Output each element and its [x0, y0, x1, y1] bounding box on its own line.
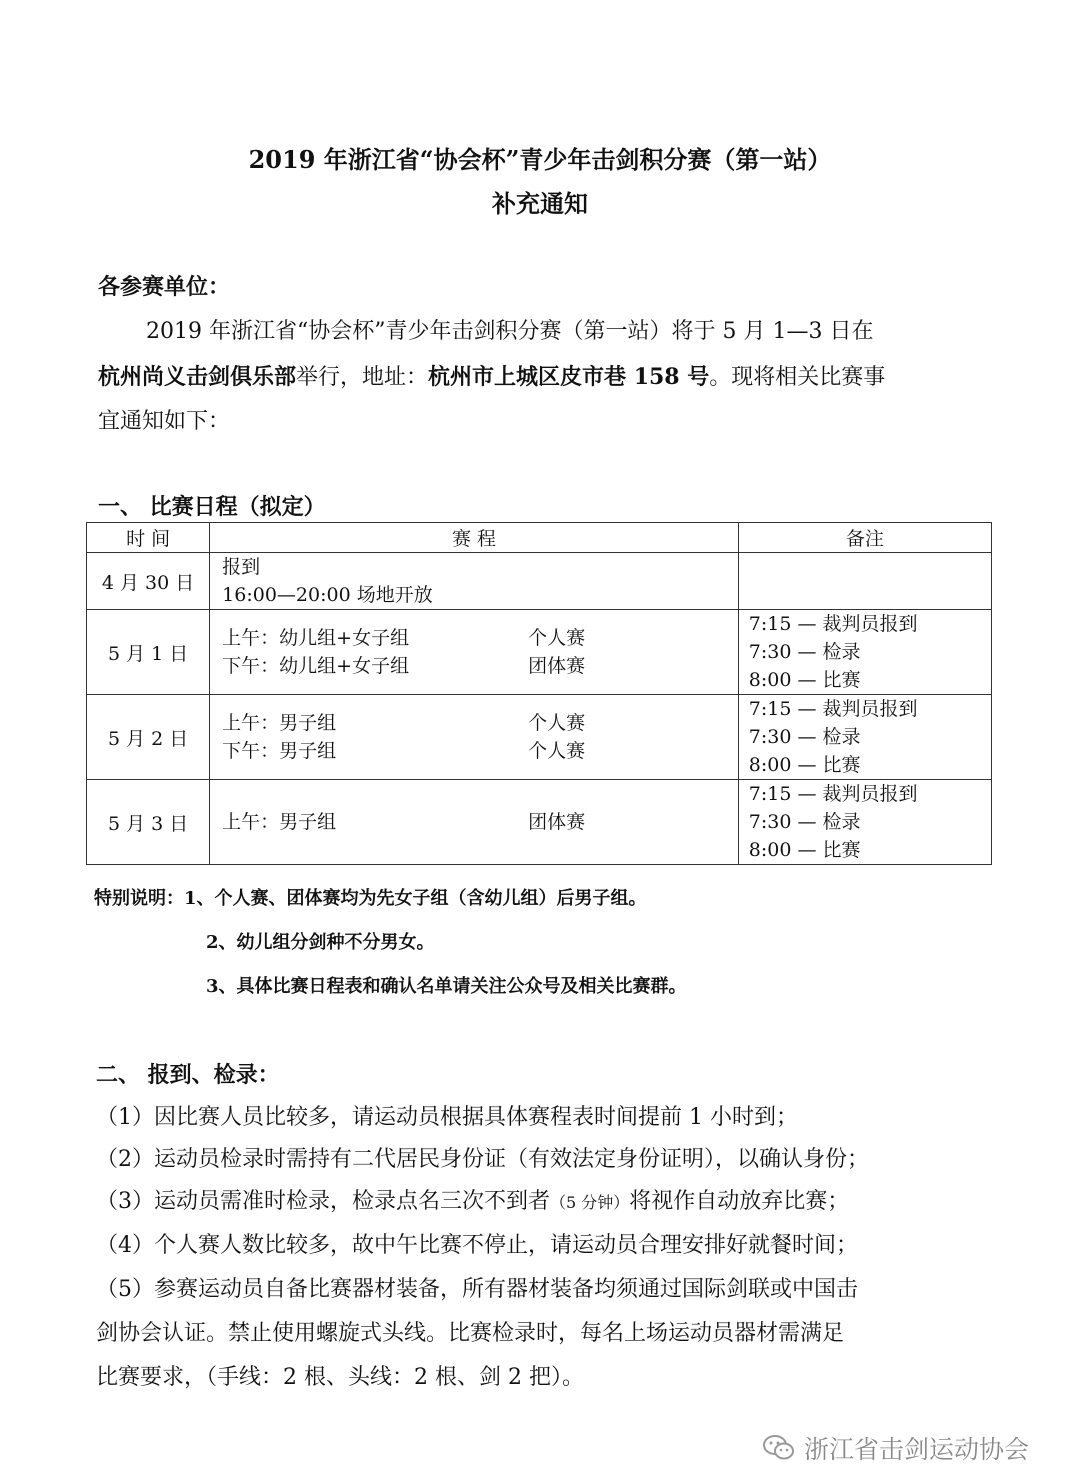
checkin-text: 将视作自动放弃比赛；	[629, 1189, 850, 1214]
session-type: 个人赛	[528, 627, 586, 649]
note-line: 8:00 — 比赛	[748, 754, 861, 776]
note-line: 7:15 — 裁判员报到	[748, 698, 918, 720]
checkin-item-cont: 比赛要求，（手线：2 根、头线：2 根、剑 2 把）。	[96, 1365, 584, 1390]
section1-heading: 一、 比赛日程（拟定）	[98, 494, 326, 520]
schedule-line	[222, 624, 738, 652]
row-date: 5 月 3 日	[87, 780, 210, 865]
row-notes	[738, 610, 991, 695]
session-type: 个人赛	[528, 712, 586, 734]
schedule-line	[222, 808, 738, 836]
row-schedule	[210, 610, 739, 695]
section2-heading: 二、 报到、检录：	[96, 1062, 280, 1088]
table-header-row	[87, 523, 992, 553]
table-row	[87, 610, 992, 695]
note-line: 8:00 — 比赛	[748, 839, 861, 861]
note-line: 7:30 — 检录	[748, 726, 861, 748]
session-group: 上午：男子组	[222, 712, 337, 734]
checkin-item-cont: 剑协会认证。禁止使用螺旋式头线。比赛检录时，每名上场运动员器材需满足	[96, 1321, 845, 1346]
intro-line-2	[98, 360, 885, 391]
note-line: 7:15 — 裁判员报到	[748, 783, 918, 805]
row-date: 4 月 30 日	[87, 553, 210, 610]
salutation: 各参赛单位：	[98, 274, 231, 300]
special-note-item: 2、幼儿组分剑种不分男女。	[206, 932, 435, 953]
row-schedule	[210, 780, 739, 865]
intro-text: 2019 年浙江省“协会杯”青少年击剑积分赛（第一站）将于 5 月 1—3 日在	[146, 319, 874, 344]
header-schedule: 赛 程	[210, 523, 739, 553]
checkin-item: （4）个人赛人数比较多，故中午比赛不停止，请运动员合理安排好就餐时间；	[96, 1233, 858, 1258]
checkin-item: （5）参赛运动员自备比赛器材装备，所有器材装备均须通过国际剑联或中国击	[96, 1277, 858, 1302]
row-notes	[738, 695, 991, 780]
venue-name: 杭州尚义击剑俱乐部	[98, 364, 297, 390]
checkin-item: （1）因比赛人员比较多，请运动员根据具体赛程表时间提前 1 小时到；	[96, 1105, 798, 1130]
session-group: 下午：男子组	[222, 740, 337, 762]
venue-address: 杭州市上城区皮市巷 158 号	[428, 364, 710, 390]
row-schedule	[210, 695, 739, 780]
note-line: 7:30 — 检录	[748, 811, 861, 833]
intro-line-1	[146, 314, 873, 345]
note-line: 7:30 — 检录	[748, 641, 861, 663]
schedule-table	[86, 522, 992, 865]
intro-line-3: 宜通知如下：	[98, 409, 231, 434]
checkin-item	[96, 1184, 849, 1215]
session-group: 上午：幼儿组+女子组	[222, 627, 410, 649]
intro-text: 举行，地址：	[296, 365, 429, 390]
row-notes	[738, 553, 991, 610]
note-line: 7:15 — 裁判员报到	[748, 613, 918, 635]
schedule-line: 16:00—20:00 场地开放	[222, 584, 433, 606]
table-row	[87, 780, 992, 865]
watermark-text: 浙江省击剑运动协会	[804, 1435, 1030, 1464]
row-schedule	[210, 553, 739, 610]
wechat-icon	[762, 1433, 796, 1463]
row-notes	[738, 780, 991, 865]
session-type: 团体赛	[528, 811, 586, 833]
header-time: 时 间	[87, 523, 210, 553]
table-row	[87, 695, 992, 780]
session-group: 下午：幼儿组+女子组	[222, 655, 410, 677]
table-row	[87, 553, 992, 610]
watermark	[762, 1430, 1029, 1466]
session-type: 个人赛	[528, 740, 586, 762]
schedule-line	[222, 652, 738, 680]
row-date: 5 月 2 日	[87, 695, 210, 780]
special-note-item: 1、个人赛、团体赛均为先女子组（含幼儿组）后男子组。	[184, 888, 647, 909]
schedule-line: 报到	[222, 556, 261, 578]
checkin-text: （3）运动员需准时检录，检录点名三次不到者	[96, 1189, 550, 1214]
document-title: 2019 年浙江省“协会杯”青少年击剑积分赛（第一站）	[248, 145, 832, 174]
schedule-line	[222, 737, 738, 765]
intro-text: 。现将相关比赛事	[709, 365, 886, 390]
session-type: 团体赛	[528, 655, 586, 677]
session-group: 上午：男子组	[222, 811, 337, 833]
special-notes-line	[94, 884, 647, 910]
header-notes: 备注	[738, 523, 991, 553]
checkin-duration: （5 分钟）	[550, 1193, 630, 1212]
document-subtitle: 补充通知	[492, 189, 588, 218]
row-date: 5 月 1 日	[87, 610, 210, 695]
note-line: 8:00 — 比赛	[748, 669, 861, 691]
schedule-line	[222, 709, 738, 737]
special-notes-label: 特别说明：	[94, 888, 184, 909]
checkin-item: （2）运动员检录时需持有二代居民身份证（有效法定身份证明），以确认身份；	[96, 1147, 869, 1172]
special-note-item: 3、具体比赛日程表和确认名单请关注公众号及相关比赛群。	[206, 976, 687, 997]
